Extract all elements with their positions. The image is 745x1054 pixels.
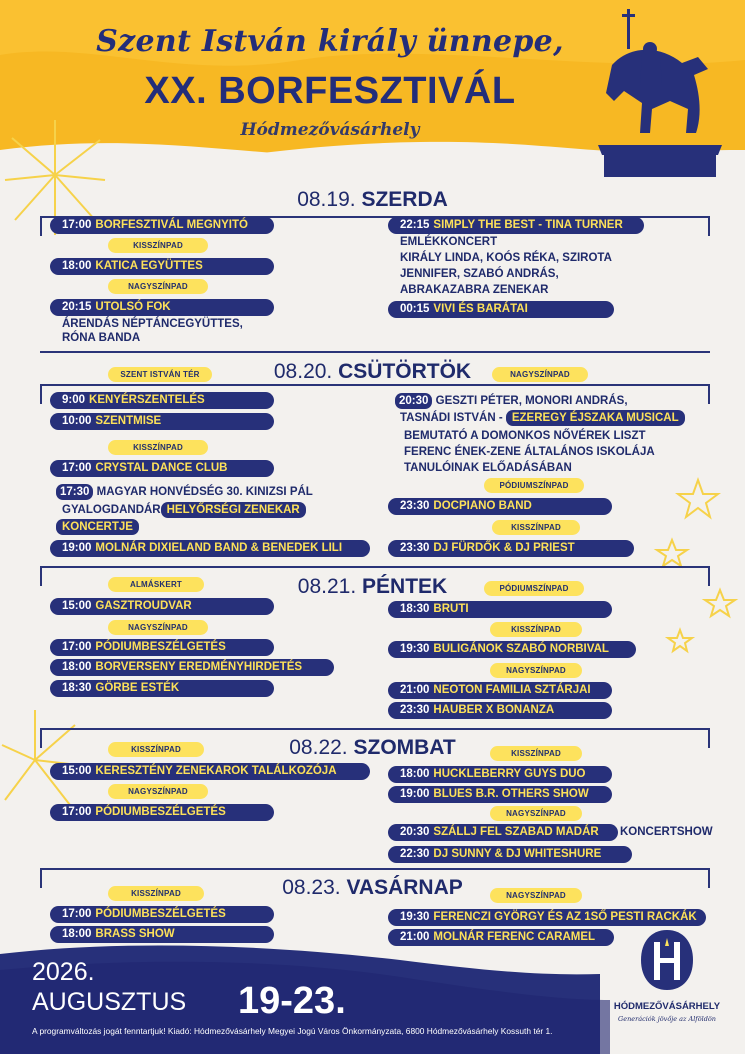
divider [40,384,42,404]
program-detail: GYALOGDANDÁR HELYŐRSÉGI ZENEKAR [62,502,306,518]
event-title: XX. BORFESZTIVÁL [144,70,516,112]
program-item: 22:30 DJ SUNNY & DJ WHITESHURE [388,846,632,863]
stage-badge: ALMÁSKERT [108,577,204,592]
program-item: 00:15 VIVI ÉS BARÁTAI [388,301,614,318]
day-header-0823: 08.23. VASÁRNAP [282,876,463,899]
stage-badge: PÓDIUMSZÍNPAD [484,581,584,596]
program-item: 19:00 MOLNÁR DIXIELAND BAND & BENEDEK LILI [50,540,370,557]
program-item: 21:00 NEOTON FAMILIA SZTÁRJAI [388,682,612,699]
program-item: 18:30 GÖRBE ESTÉK [50,680,274,697]
day-header-0819: 08.19. SZERDA [297,188,448,211]
program-item: 19:30 BULIGÁNOK SZABÓ NORBIVAL [388,641,636,658]
stage-badge: NAGYSZÍNPAD [490,806,582,821]
stage-badge: NAGYSZÍNPAD [108,620,208,635]
program-item: 18:00 BORVERSENY EREDMÉNYHIRDETÉS [50,659,334,676]
program-item: 18:00 BRASS SHOW [50,926,274,943]
divider [40,566,710,568]
stage-badge: NAGYSZÍNPAD [490,663,582,678]
program-item: 19:30 FERENCZI GYÖRGY ÉS AZ 1SŐ PESTI RACKÁK [388,909,706,926]
stage-badge: NAGYSZÍNPAD [108,784,208,799]
divider [708,384,710,404]
program-detail: ÁRENDÁS NÉPTÁNCEGYÜTTES, [62,318,243,330]
footer-year: 2026. [32,958,95,986]
day-header-0821: 08.21. PÉNTEK [297,575,448,598]
program-item: 23:30 DJ FÜRDŐK & DJ PRIEST [388,540,634,557]
program-item: 17:00 PÓDIUMBESZÉLGETÉS [50,639,274,656]
event-subtitle: Szent István király ünnepe, [96,24,564,59]
footer-dates: 19-23. [238,980,346,1022]
divider [40,216,42,236]
program-detail: BEMUTATÓ A DOMONKOS NŐVÉREK LISZT [404,430,646,442]
program-item: 20:15 UTOLSÓ FOK [50,299,274,316]
stage-badge: KISSZÍNPAD [490,746,582,761]
logo-slogan: Generációk jövője az Alföldön [618,1015,716,1023]
program-detail: FERENC ÉNEK-ZENE ÁLTALÁNOS ISKOLÁJA [404,446,655,458]
stage-badge: KISSZÍNPAD [108,886,204,901]
program-item: 17:00 CRYSTAL DANCE CLUB [50,460,274,477]
program-detail: 20:30 GESZTI PÉTER, MONORI ANDRÁS, [395,393,628,409]
program-item: 17:00 PÓDIUMBESZÉLGETÉS [50,906,274,923]
firework-decoration [0,705,80,815]
city-logo-icon [638,928,696,996]
program-item: 23:30 DOCPIANO BAND [388,498,612,515]
program-item: 17:00 PÓDIUMBESZÉLGETÉS [50,804,274,821]
program-detail: 17:30 MAGYAR HONVÉDSÉG 30. KINIZSI PÁL [56,484,313,500]
divider [40,868,710,870]
footer-month: AUGUSZTUS [32,988,187,1016]
divider [40,728,710,730]
program-item: 20:30 SZÁLLJ FEL SZABAD MADÁR KONCERTSHOW [388,824,713,841]
city-name: Hódmezővásárhely [240,120,420,140]
program-item: 15:00 GASZTROUDVAR [50,598,274,615]
stage-badge: PÓDIUMSZÍNPAD [484,478,584,493]
program-item: 18:30 BRUTI [388,601,612,618]
divider [708,216,710,236]
program-item: 22:15 SIMPLY THE BEST - TINA TURNER [388,217,644,234]
program-detail: KONCERTJE [56,519,139,535]
divider [40,351,710,353]
program-item: 9:00 KENYÉRSZENTELÉS [50,392,274,409]
stage-badge: NAGYSZÍNPAD [490,888,582,903]
program-item: 17:00 BORFESZTIVÁL MEGNYITÓ [50,217,274,234]
stage-badge: NAGYSZÍNPAD [108,279,208,294]
divider [40,384,710,386]
program-detail: KIRÁLY LINDA, KOÓS RÉKA, SZIROTA [400,252,612,264]
stage-badge: NAGYSZÍNPAD [492,367,588,382]
stage-badge: KISSZÍNPAD [108,238,208,253]
program-detail: RÓNA BANDA [62,332,141,344]
program-item: 10:00 SZENTMISE [50,413,274,430]
stage-badge: KISSZÍNPAD [492,520,580,535]
program-item: 23:30 HAUBER X BONANZA [388,702,612,719]
logo-city-name: HÓDMEZŐVÁSÁRHELY [613,1001,721,1012]
day-header-0820: 08.20. CSÜTÖRTÖK [273,360,472,383]
program-detail: JENNIFER, SZABÓ ANDRÁS, [400,268,559,280]
program-detail: ABRAKAZABRA ZENEKAR [400,284,549,296]
program-item: 21:00 MOLNÁR FERENC CARAMEL [388,929,614,946]
program-item: 18:00 HUCKLEBERRY GUYS DUO [388,766,612,783]
program-detail: TASNÁDI ISTVÁN - EZEREGY ÉJSZAKA MUSICAL [400,410,685,426]
program-detail: EMLÉKKONCERT [400,236,498,248]
program-item: 19:00 BLUES B.R. OTHERS SHOW [388,786,612,803]
stage-badge: KISSZÍNPAD [490,622,582,637]
star-decoration [650,470,745,670]
stage-badge: KISSZÍNPAD [108,440,208,455]
stage-badge: SZENT ISTVÁN TÉR [108,367,212,382]
program-item: 18:00 KATICA EGYÜTTES [50,258,274,275]
program-detail: TANULÓINAK ELŐADÁSÁBAN [404,462,572,474]
footer-note: A programváltozás jogát fenntartjuk! Kiadó: Hódmezővásárhely Megyei Jogú Város Önkormányzata, 6800 Hódmezővásárhely Kossuth tér 1. [32,1026,553,1036]
stage-badge: KISSZÍNPAD [108,742,204,757]
day-header-0822: 08.22. SZOMBAT [289,736,456,759]
program-item: 15:00 KERESZTÉNY ZENEKAROK TALÁLKOZÓJA [50,763,370,780]
